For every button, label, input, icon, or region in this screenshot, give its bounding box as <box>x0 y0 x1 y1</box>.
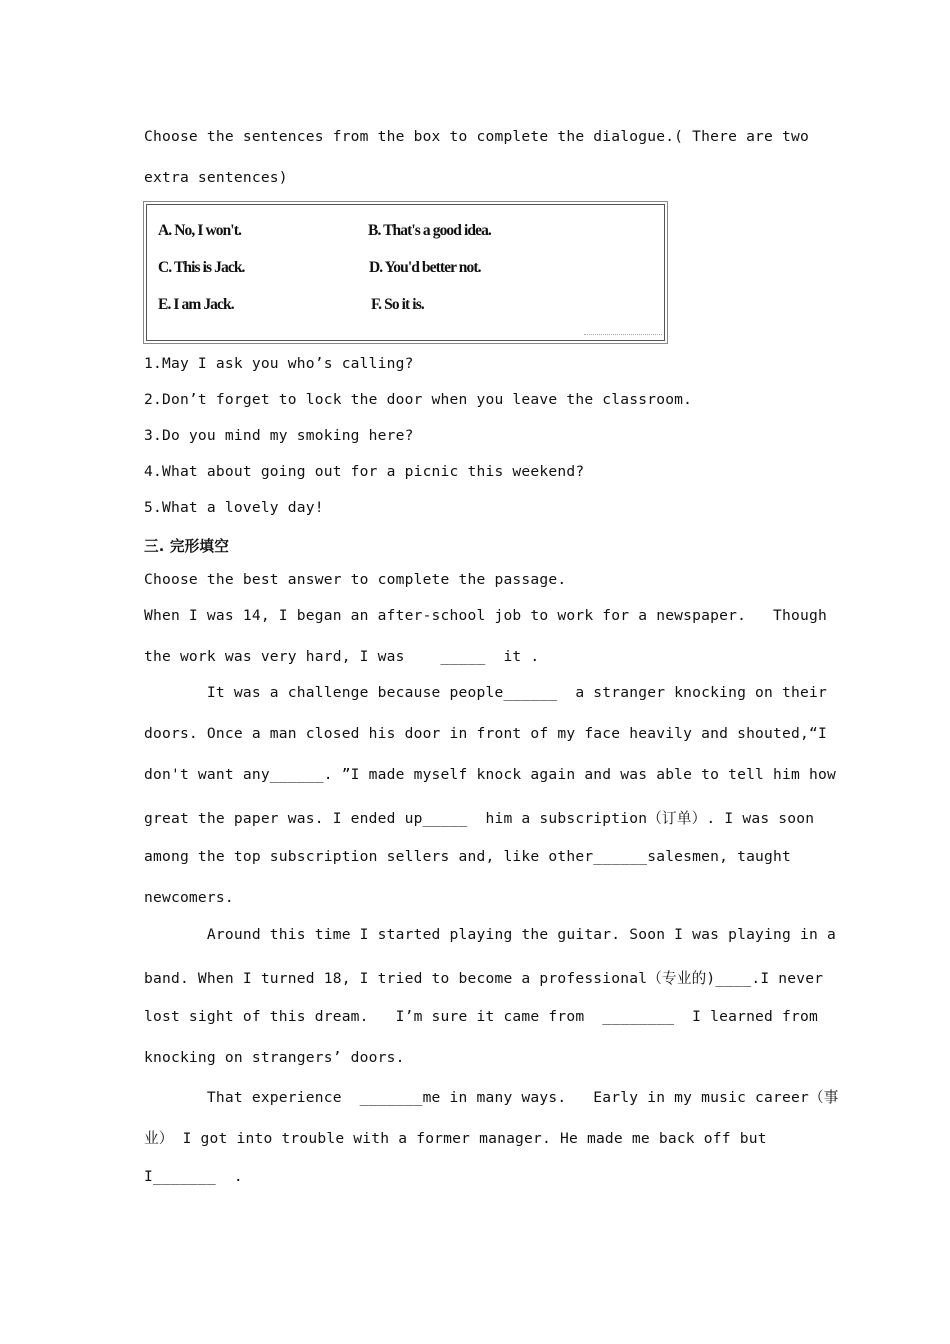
instruction-line-2: extra sentences) <box>144 169 288 186</box>
passage-line: lost sight of this dream. I’m sure it came from ________ I learned from <box>144 1008 818 1025</box>
option-b: B. That's a good idea. <box>368 222 491 239</box>
option-c: C. This is Jack. <box>158 259 245 276</box>
passage-line: great the paper was. I ended up_____ him a subscription（订单）. I was soon <box>144 810 815 827</box>
passage-line: knocking on strangers’ doors. <box>144 1049 405 1066</box>
question-5: 5.What a lovely day! <box>144 499 324 516</box>
passage-line: That experience _______me in many ways. Early in my music career（事 <box>144 1089 839 1106</box>
passage-line: When I was 14, I began an after-school job to work for a newspaper. Though <box>144 607 827 624</box>
options-box <box>146 204 665 341</box>
passage-line: the work was very hard, I was _____ it . <box>144 648 540 665</box>
passage-line: 业） I got into trouble with a former manager. He made me back off but <box>144 1130 767 1147</box>
option-d: D. You'd better not. <box>369 259 481 276</box>
passage-line: It was a challenge because people______ a stranger knocking on their <box>144 684 827 701</box>
watermark-mark <box>584 334 662 339</box>
passage-line: I_______ . <box>144 1168 243 1185</box>
passage-line: Around this time I started playing the guitar. Soon I was playing in a <box>144 926 836 943</box>
passage-line: among the top subscription sellers and, like other______salesmen, taught <box>144 848 792 865</box>
passage-line: don't want any______. ”I made myself knock again and was able to tell him how <box>144 766 836 783</box>
passage-line: doors. Once a man closed his door in front of my face heavily and shouted,“I <box>144 725 827 742</box>
passage-line: newcomers. <box>144 889 234 906</box>
option-f: F. So it is. <box>371 296 424 313</box>
cloze-instruction: Choose the best answer to complete the passage. <box>144 571 567 588</box>
question-3: 3.Do you mind my smoking here? <box>144 427 414 444</box>
question-4: 4.What about going out for a picnic this weekend? <box>144 463 585 480</box>
passage-line: band. When I turned 18, I tried to become a professional（专业的)____.I never <box>144 970 824 987</box>
option-a: A. No, I won't. <box>158 222 241 239</box>
question-2: 2.Don’t forget to lock the door when you leave the classroom. <box>144 391 693 408</box>
question-1: 1.May I ask you who’s calling? <box>144 355 414 372</box>
option-e: E. I am Jack. <box>158 296 234 313</box>
instruction-line-1: Choose the sentences from the box to complete the dialogue.( There are two <box>144 128 809 145</box>
section-title: 三. 完形填空 <box>144 538 229 555</box>
